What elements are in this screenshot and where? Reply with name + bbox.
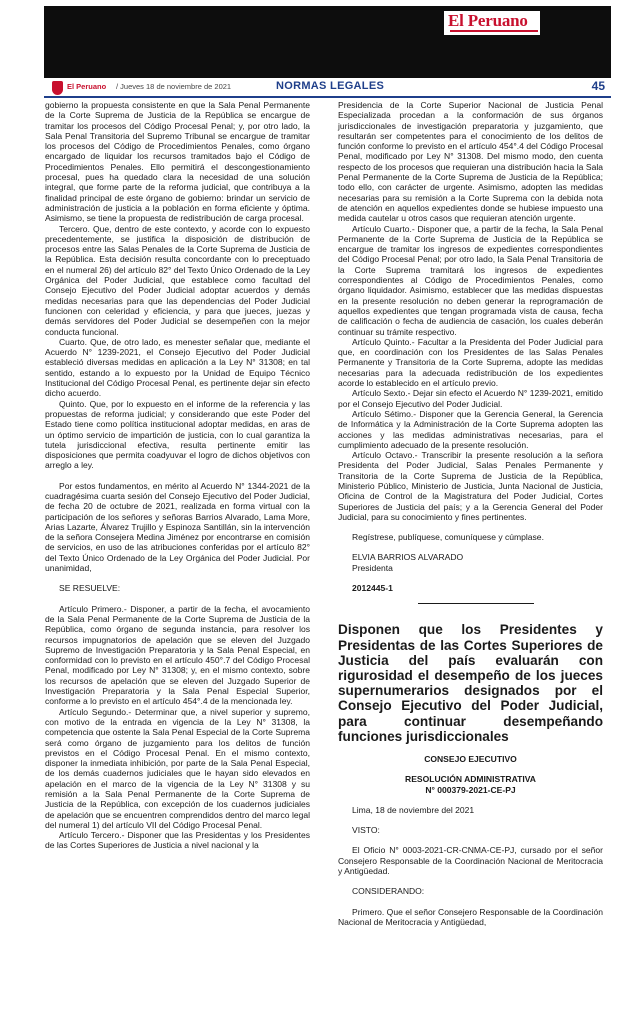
coat-of-arms-icon [52, 81, 63, 95]
paragraph: Artículo Sétimo.- Disponer que la Gerencia General, la Gerencia de Informática y la Administración de la Corte Suprema adopten las acciones y las medidas administrativas necesarias, para el cumplimiento adecuado de la presente resolución. [338, 408, 603, 450]
paragraph: Cuarto. Que, de otro lado, es menester señalar que, mediante el Acuerdo N° 1239-2021, el Consejo Ejecutivo del Poder Judicial estableció diversas medidas en aplicación a la Ley N° 31308; en tal sentido, estando a lo expuesto por la Unidad de Equipo Técnico Institucional del Código Procesal Penal, es pertinente dejar sin efecto dicho acuerdo. [45, 336, 310, 399]
paragraph: Artículo Primero.- Disponer, a partir de la fecha, el avocamiento de la Sala Penal Permanente de la Corte Suprema de Justicia de la República, como órgano de segunda instancia, para resolver los recursos impugnatorios de apelación que se eleven del Juzgado Supremo de Investigación Preparatoria y la Sala Penal Especial, en conformidad con lo previsto en el artículo 450°.7 del Código Procesal Penal, modificado por Ley N° 31308; y, en el mismo contexto, sobre los recursos de apelación que se eleven del Juzgado Superior de Investigación Preparatoria y la Sala Penal Especial Superior, conforme a lo previsto en el artículo 454°.4 de la mencionada ley. [45, 603, 310, 707]
paragraph: Por estos fundamentos, en mérito al Acuerdo N° 1344-2021 de la cuadragésima cuarta sesión del Consejo Ejecutivo del Poder Judicial, de fecha 20 de octubre de 2021, realizada en forma virtual con la participación de los señores y señoras Barrios Alvarado, Lama More, Arias Lazarte, Álvarez Trujillo y Espinoza Santillán, sin la intervención de la señora Consejera Medina Jiménez por encontrarse en comisión de servicios, en uso de las atribuciones conferidas por el artículo 82° del Texto Único Ordenado de la Ley Orgánica del Poder Judicial. Por unanimidad, [45, 480, 310, 574]
visto-heading: VISTO: [352, 825, 380, 836]
paragraph: El Oficio N° 0003-2021-CR-CNMA-CE-PJ, cursado por el señor Consejero Responsable de la Coordinación Nacional de Meritocracia y Antigüedad. [338, 845, 603, 877]
paragraph: Artículo Sexto.- Dejar sin efecto el Acuerdo N° 1239-2021, emitido por el Consejo Ejecutivo del Poder Judicial. [338, 388, 603, 409]
considerando-heading: CONSIDERANDO: [352, 886, 425, 897]
paragraph: Quinto. Que, por lo expuesto en el informe de la referencia y las propuestas de reforma judicial; y considerando que este Poder del Estado tiene como política institucional adoptar medidas, en aras de un óptimo servicio de impartición de justicia, con lo cual garantiza la tutela jurisdiccional efectiva, resulta pertinente emitir las disposiciones que permita coadyuvar el logro de dichos objetivos con arreglo a ley. [45, 398, 310, 471]
paragraph: Artículo Cuarto.- Disponer que, a partir de la fecha, la Sala Penal Permanente de la Corte Suprema de Justicia de la República se encargue de tramitar los ingresos de expedientes correspondientes del Código Procesal Penal; por otro lado, la Sala Penal Transitoria de la Corte Suprema tramitará los ingresos de expedientes correspondientes al Código de Procedimientos Penales, como órgano liquidador. Asimismo, establecer que las medidas dispuestas en la presente resolución no deben generar la reprogramación de aquellos expedientes que tengan programada vista de causa, fecha de calificación o fecha de audiencia de casación, los cuales deberán continuar su trámite respectivo. [338, 223, 603, 337]
right-column [338, 100, 603, 927]
closing-formula: Regístrese, publíquese, comuníquese y cúmplase. [352, 532, 544, 543]
separator-line [418, 603, 534, 604]
section-title: NORMAS LEGALES [276, 80, 385, 92]
paragraph: Primero. Que el señor Consejero Responsable de la Coordinación Nacional de Meritocracia y Antigüedad, [338, 906, 603, 927]
masthead-logo-underline [450, 30, 538, 32]
paragraph: Artículo Quinto.- Facultar a la Presidenta del Poder Judicial para que, en coordinación con los Presidentes de las Salas Penales Permanente y Transitoria de la Corte Suprema, adopte las medidas necesarias para la adecuada redistribución de los expedientes acorde lo establecido en el artículo previo. [338, 336, 603, 389]
paragraph: Tercero. Que, dentro de este contexto, y acorde con lo expuesto precedentemente, se justifica la disposición de distribución de procesos entre las Salas Penales de la Corte Suprema de Justicia de la República. Esta decisión resulta concordante con lo preceptuado en el numeral 26) del artículo 82° del Texto Único Ordenado de la Ley Orgánica del Poder Judicial, que establece como facultad del Consejo Ejecutivo del Poder Judicial adoptar acuerdos y demás medidas necesarias para que las dependencias del Poder Judicial funcionen con celeridad y eficiencia, y para que jueces, juezas y demás servidores del Poder Judicial se desempeñen con la mejor conducta funcional. [45, 223, 310, 337]
page-header [44, 78, 611, 102]
date-line: Lima, 18 de noviembre del 2021 [352, 804, 475, 815]
resolve-heading: SE RESUELVE: [59, 583, 121, 594]
paragraph: Presidencia de la Corte Superior Nacional de Justicia Penal Especializada procedan a la conformación de sus órganos jurisdiccionales de investigación preparatoria y juzgamiento, que resultarán ser competentes para el conocimiento de los delitos de función conforme lo previsto en el artículo 454°.4 del Código Procesal Penal, modificado por Ley N° 31308. Del mismo modo, den cuenta respecto de los procesos que requieran una distribución hacia la Sala Penal Permanente de la Corte Suprema de Justicia de la República; todo ello, con carácter de urgente. Asimismo, adopten las medidas necesarias para su remisión a la Corte Suprema con la debida nota de atención en aquellos expedientes donde se hubiese impuesto una medida cautelar u otros casos que requieran atención urgente. [338, 100, 603, 224]
resolution-title: RESOLUCIÓN ADMINISTRATIVA [405, 774, 536, 785]
paragraph: Artículo Octavo.- Transcribir la presente resolución a la señora Presidenta del Poder Judicial, Salas Penales Permanente y Transitoria de la Corte Suprema de Justicia de la República, Ministerio Público, Ministerio de Justicia, Junta Nacional de Justicia, Oficina de Control de la Magistratura del Poder Judicial, Cortes Superiores de Justicia del país; y a la Gerencia General del Poder Judicial, para su conocimiento y fines pertinentes. [338, 450, 603, 522]
paragraph: gobierno la propuesta consistente en que la Sala Penal Permanente de la Corte Suprema de Justicia de la República se encargue de tramitar los procesos del Código Procesal Penal; y, por otro lado, la Sala Penal Transitoria del Supremo Tribunal se encargue de tramitar los procesos del Código de Procedimientos Penales, como órgano encargado de liquidar los recursos tramitados bajo el Código de Procedimientos Penales. Ello permitirá el descongestionamiento procesal, pues ha quedado clara la necesidad de una solución integral, que forme parte de la reforma judicial, que contribuya a la finalidad principal de este órgano de gobierno: brindar un servicio de administración de justicia a la población en forma eficiente y óptima. Asimismo, se tiene la propuesta de redistribución de carga procesal. [45, 100, 310, 224]
header-rule [44, 96, 611, 98]
document-code: 2012445-1 [352, 583, 393, 594]
masthead-logo: El Peruano [448, 11, 528, 30]
header-date: / Jueves 18 de noviembre de 2021 [116, 82, 232, 91]
left-column [45, 100, 310, 851]
signatory-title: Presidenta [352, 562, 393, 573]
header-brand: El Peruano [67, 82, 107, 91]
issuer: CONSEJO EJECUTIVO [424, 753, 517, 764]
signatory-name: ELVIA BARRIOS ALVARADO [352, 552, 464, 563]
page-number: 45 [591, 79, 605, 93]
article-headline: Disponen que los Presidentes y Presidentas de las Cortes Superiores de Justicia del país evaluarán con rigurosidad el desempeño de los jueces supernumerarios designados por el Consejo Ejecutivo del Poder Judicial, para continuar desempeñando funciones jurisdiccionales [338, 622, 603, 744]
paragraph: Artículo Tercero.- Disponer que las Presidentas y los Presidentes de las Cortes Superiores de Justicia a nivel nacional y la [45, 830, 310, 851]
resolution-number: N° 000379-2021-CE-PJ [425, 784, 516, 795]
paragraph: Artículo Segundo.- Determinar que, a nivel superior y supremo, con motivo de la entrada en vigencia de la Ley N° 31308, la competencia que ostente la Sala Penal Especial de la Corte Suprema será como órgano de juzgamiento para los delitos de función previstos en el Código Procesal Penal. En el mismo contexto, disponer la inmediata inhibición, por parte de la Sala Penal Especial, de los demás cuadernos judiciales que le hayan sido elevados en apelación en el marco de la vigencia de la Ley N° 31308 y su remisión a la Sala Penal Permanente de la Corte Suprema de Justicia de la República, con excepción de los cuadernos judiciales de apelación que se encuentren comprendidos dentro del marco legal del numeral 1) del artículo VII del Código Procesal Penal. [45, 706, 310, 830]
